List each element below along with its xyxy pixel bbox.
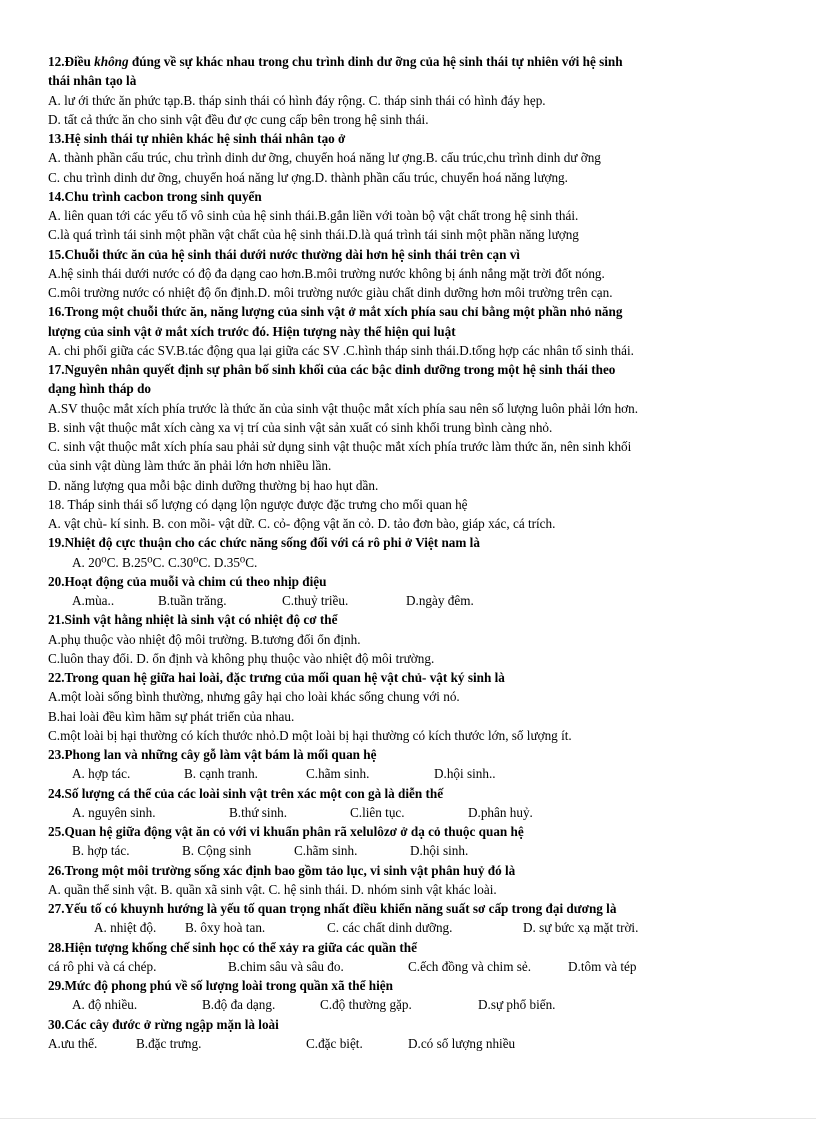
question-17-stem: 17.Nguyên nhân quyết định sự phân bố sinh khối của các bậc dinh dưỡng trong một hệ sinh thái theo bbox=[48, 362, 616, 377]
question-22-option-b: B.hai loài đều kìm hãm sự phát triển của nhau. bbox=[48, 708, 295, 724]
question-15-options-1: A.hệ sinh thái dưới nước có độ đa dạng cao hơn.B.môi trường nước không bị ánh nắng mặt trời đốt nóng. bbox=[48, 265, 605, 281]
question-19-options: A. 20⁰C. B.25⁰C. C.30⁰C. D.35⁰C. bbox=[72, 554, 258, 570]
question-12-options-2: D. tất cả thức ăn cho sinh vật đều đư ợc cung cấp bên trong hệ sinh thái. bbox=[48, 111, 429, 127]
question-26-options: A. quần thể sinh vật. B. quần xã sinh vật. C. hệ sinh thái. D. nhóm sinh vật khác loài. bbox=[48, 881, 497, 897]
question-16-options-1: A. chi phối giữa các SV.B.tác động qua lại giữa các SV .C.hình tháp sinh thái.D.tổng hợp các nhân tố sinh thái. bbox=[48, 342, 634, 358]
question-17-option-c: C. sinh vật thuộc mắt xích phía sau phải sử dụng sinh vật thuộc mắt xích phía trước làm thức ăn, nên sinh khối bbox=[48, 439, 632, 454]
question-18-options-1: A. vật chủ- kí sinh. B. con mồi- vật dữ. C. cỏ- động vật ăn cỏ. D. tảo đơn bào, giáp xác, cá trích. bbox=[48, 516, 556, 531]
question-20-options: A.mùa.. B.tuần trăng. C.thuỷ triều. D.ngày đêm. bbox=[72, 593, 474, 608]
question-22-stem: 22.Trong quan hệ giữa hai loài, đặc trưng của mối quan hệ vật chủ- vật ký sinh là bbox=[48, 670, 505, 685]
question-26-stem: 26.Trong một môi trường sống xác định bao gồm tảo lục, vi sinh vật phân huỷ đó là bbox=[48, 862, 516, 878]
question-21-options-2: C.luôn thay đổi. D. ổn định và không phụ thuộc vào nhiệt độ môi trường. bbox=[48, 650, 435, 666]
question-24-stem: 24.Số lượng cá thể của các loài sinh vật trên xác một con gà là diễn thế bbox=[48, 785, 444, 801]
question-19-stem: 19.Nhiệt độ cực thuận cho các chức năng sống đối với cá rô phi ở Việt nam là bbox=[48, 535, 480, 551]
question-16-stem: 16.Trong một chuỗi thức ăn, năng lượng của sinh vật ở mắt xích phía sau chỉ bằng một phần nhỏ năng bbox=[48, 304, 623, 320]
question-12-stem-cont: thái nhân tạo là bbox=[48, 73, 137, 89]
question-27-stem: 27.Yếu tố có khuynh hướng là yếu tố quan trọng nhất điều khiển năng suất sơ cấp trong đại dương là bbox=[48, 901, 617, 916]
question-17-option-c-cont: của sinh vật dùng làm thức ăn phải lớn hơn nhiều lần. bbox=[48, 458, 332, 474]
question-20-stem: 20.Hoạt động của muỗi và chim cú theo nhịp điệu bbox=[48, 573, 327, 589]
question-13-options-1: A. thành phần cấu trúc, chu trình dinh dư ỡng, chuyển hoá năng lư ợng.B. cấu trúc,chu trình dinh dư ỡng bbox=[48, 150, 601, 166]
page-bottom-divider bbox=[0, 1118, 816, 1119]
question-27-options: A. nhiệt độ. B. ôxy hoà tan. C. các chất dinh dưỡng. D. sự bức xạ mặt trời. bbox=[94, 920, 639, 936]
question-21-stem: 21.Sinh vật hằng nhiệt là sinh vật có nhiệt độ cơ thể bbox=[48, 612, 338, 628]
question-17-stem-cont: dạng hình tháp do bbox=[48, 381, 151, 397]
question-23-options: A. hợp tác. B. cạnh tranh. C.hãm sinh. D.hội sinh.. bbox=[72, 766, 496, 782]
question-17-option-d: D. năng lượng qua mỗi bậc dinh dưỡng thường bị hao hụt dần. bbox=[48, 477, 379, 493]
question-30-options: A.ưu thế. B.đặc trưng. C.đặc biệt. D.có số lượng nhiều bbox=[48, 1035, 516, 1051]
question-17-option-a: A.SV thuộc mắt xích phía trước là thức ăn của sinh vật thuộc mắt xích phía sau nên số lượng luôn phải lớn hơn. bbox=[48, 400, 639, 416]
question-24-options: A. nguyên sinh. B.thứ sinh. C.liên tục. D.phân huỷ. bbox=[72, 804, 533, 820]
question-25-stem: 25.Quan hệ giữa động vật ăn cỏ với vi khuẩn phân rã xelulôzơ ở dạ cỏ thuộc quan hệ bbox=[48, 824, 524, 839]
question-29-stem: 29.Mức độ phong phú về số lượng loài trong quần xã thể hiện bbox=[48, 978, 393, 993]
question-14-stem: 14.Chu trình cacbon trong sinh quyển bbox=[48, 188, 262, 204]
question-28-stem: 28.Hiện tượng khống chế sinh học có thể xảy ra giữa các quần thể bbox=[48, 939, 417, 955]
question-13-options-2: C. chu trình dinh dư ỡng, chuyển hoá năng lư ợng.D. thành phần cấu trúc, chuyển hoá năng lượng. bbox=[48, 169, 568, 185]
question-29-options: A. độ nhiều. B.độ đa dạng. C.độ thường gặp. D.sự phổ biến. bbox=[72, 997, 556, 1013]
question-12-options-1: A. lư ới thức ăn phức tạp.B. tháp sinh thái có hình đáy rộng. C. tháp sinh thái có hình đáy hẹp. bbox=[48, 92, 546, 108]
question-30-stem: 30.Các cây đước ở rừng ngập mặn là loài bbox=[48, 1016, 279, 1032]
question-25-options: B. hợp tác. B. Cộng sinh C.hãm sinh. D.hội sinh. bbox=[72, 843, 469, 859]
question-22-option-cd: C.một loài bị hại thường có kích thước nhỏ.D một loài bị hại thường có kích thước lớn, số lượng ít. bbox=[48, 727, 572, 743]
question-23-stem: 23.Phong lan và những cây gỗ làm vật bám là mối quan hệ bbox=[48, 747, 377, 762]
question-18-stem: 18. Tháp sinh thái số lượng có dạng lộn ngược được đặc trưng cho mối quan hệ bbox=[48, 496, 468, 512]
question-21-options-1: A.phụ thuộc vào nhiệt độ môi trường. B.tương đối ổn định. bbox=[48, 631, 361, 647]
question-13-stem: 13.Hệ sinh thái tự nhiên khác hệ sinh thái nhân tạo ở bbox=[48, 131, 346, 146]
question-15-options-2: C.môi trường nước có nhiệt độ ổn định.D. môi trường nước giàu chất dinh dưỡng hơn môi trường trên cạn. bbox=[48, 285, 613, 300]
question-28-options: cá rô phi và cá chép. B.chim sâu và sâu đo. C.ếch đồng và chim sẻ. D.tôm và tép bbox=[48, 958, 637, 974]
question-16-stem-cont: lượng của sinh vật ở mắt xích trước đó. Hiện tượng này thể hiện qui luật bbox=[48, 323, 456, 339]
question-14-options-2: C.là quá trình tái sinh một phần vật chất của hệ sinh thái.D.là quá trình tái sinh một phần năng lượng bbox=[48, 227, 579, 243]
question-list bbox=[48, 52, 776, 1053]
question-22-option-a: A.một loài sống bình thường, nhưng gây hại cho loài khác sống chung với nó. bbox=[48, 689, 460, 705]
question-14-options-1: A. liên quan tới các yếu tố vô sinh của hệ sinh thái.B.gắn liền với toàn bộ vật chất trong hệ sinh thái. bbox=[48, 208, 579, 223]
question-15-stem: 15.Chuỗi thức ăn của hệ sinh thái dưới nước thường dài hơn hệ sinh thái trên cạn vì bbox=[48, 246, 520, 262]
question-17-option-b: B. sinh vật thuộc mắt xích càng xa vị trí của sinh vật sản xuất có sinh khối trung bình càng nhỏ. bbox=[48, 419, 553, 435]
question-12-stem: 12.Điều không đúng về sự khác nhau trong chu trình dinh dư ỡng của hệ sinh thái tự nhiên với hệ sinh bbox=[48, 54, 623, 69]
